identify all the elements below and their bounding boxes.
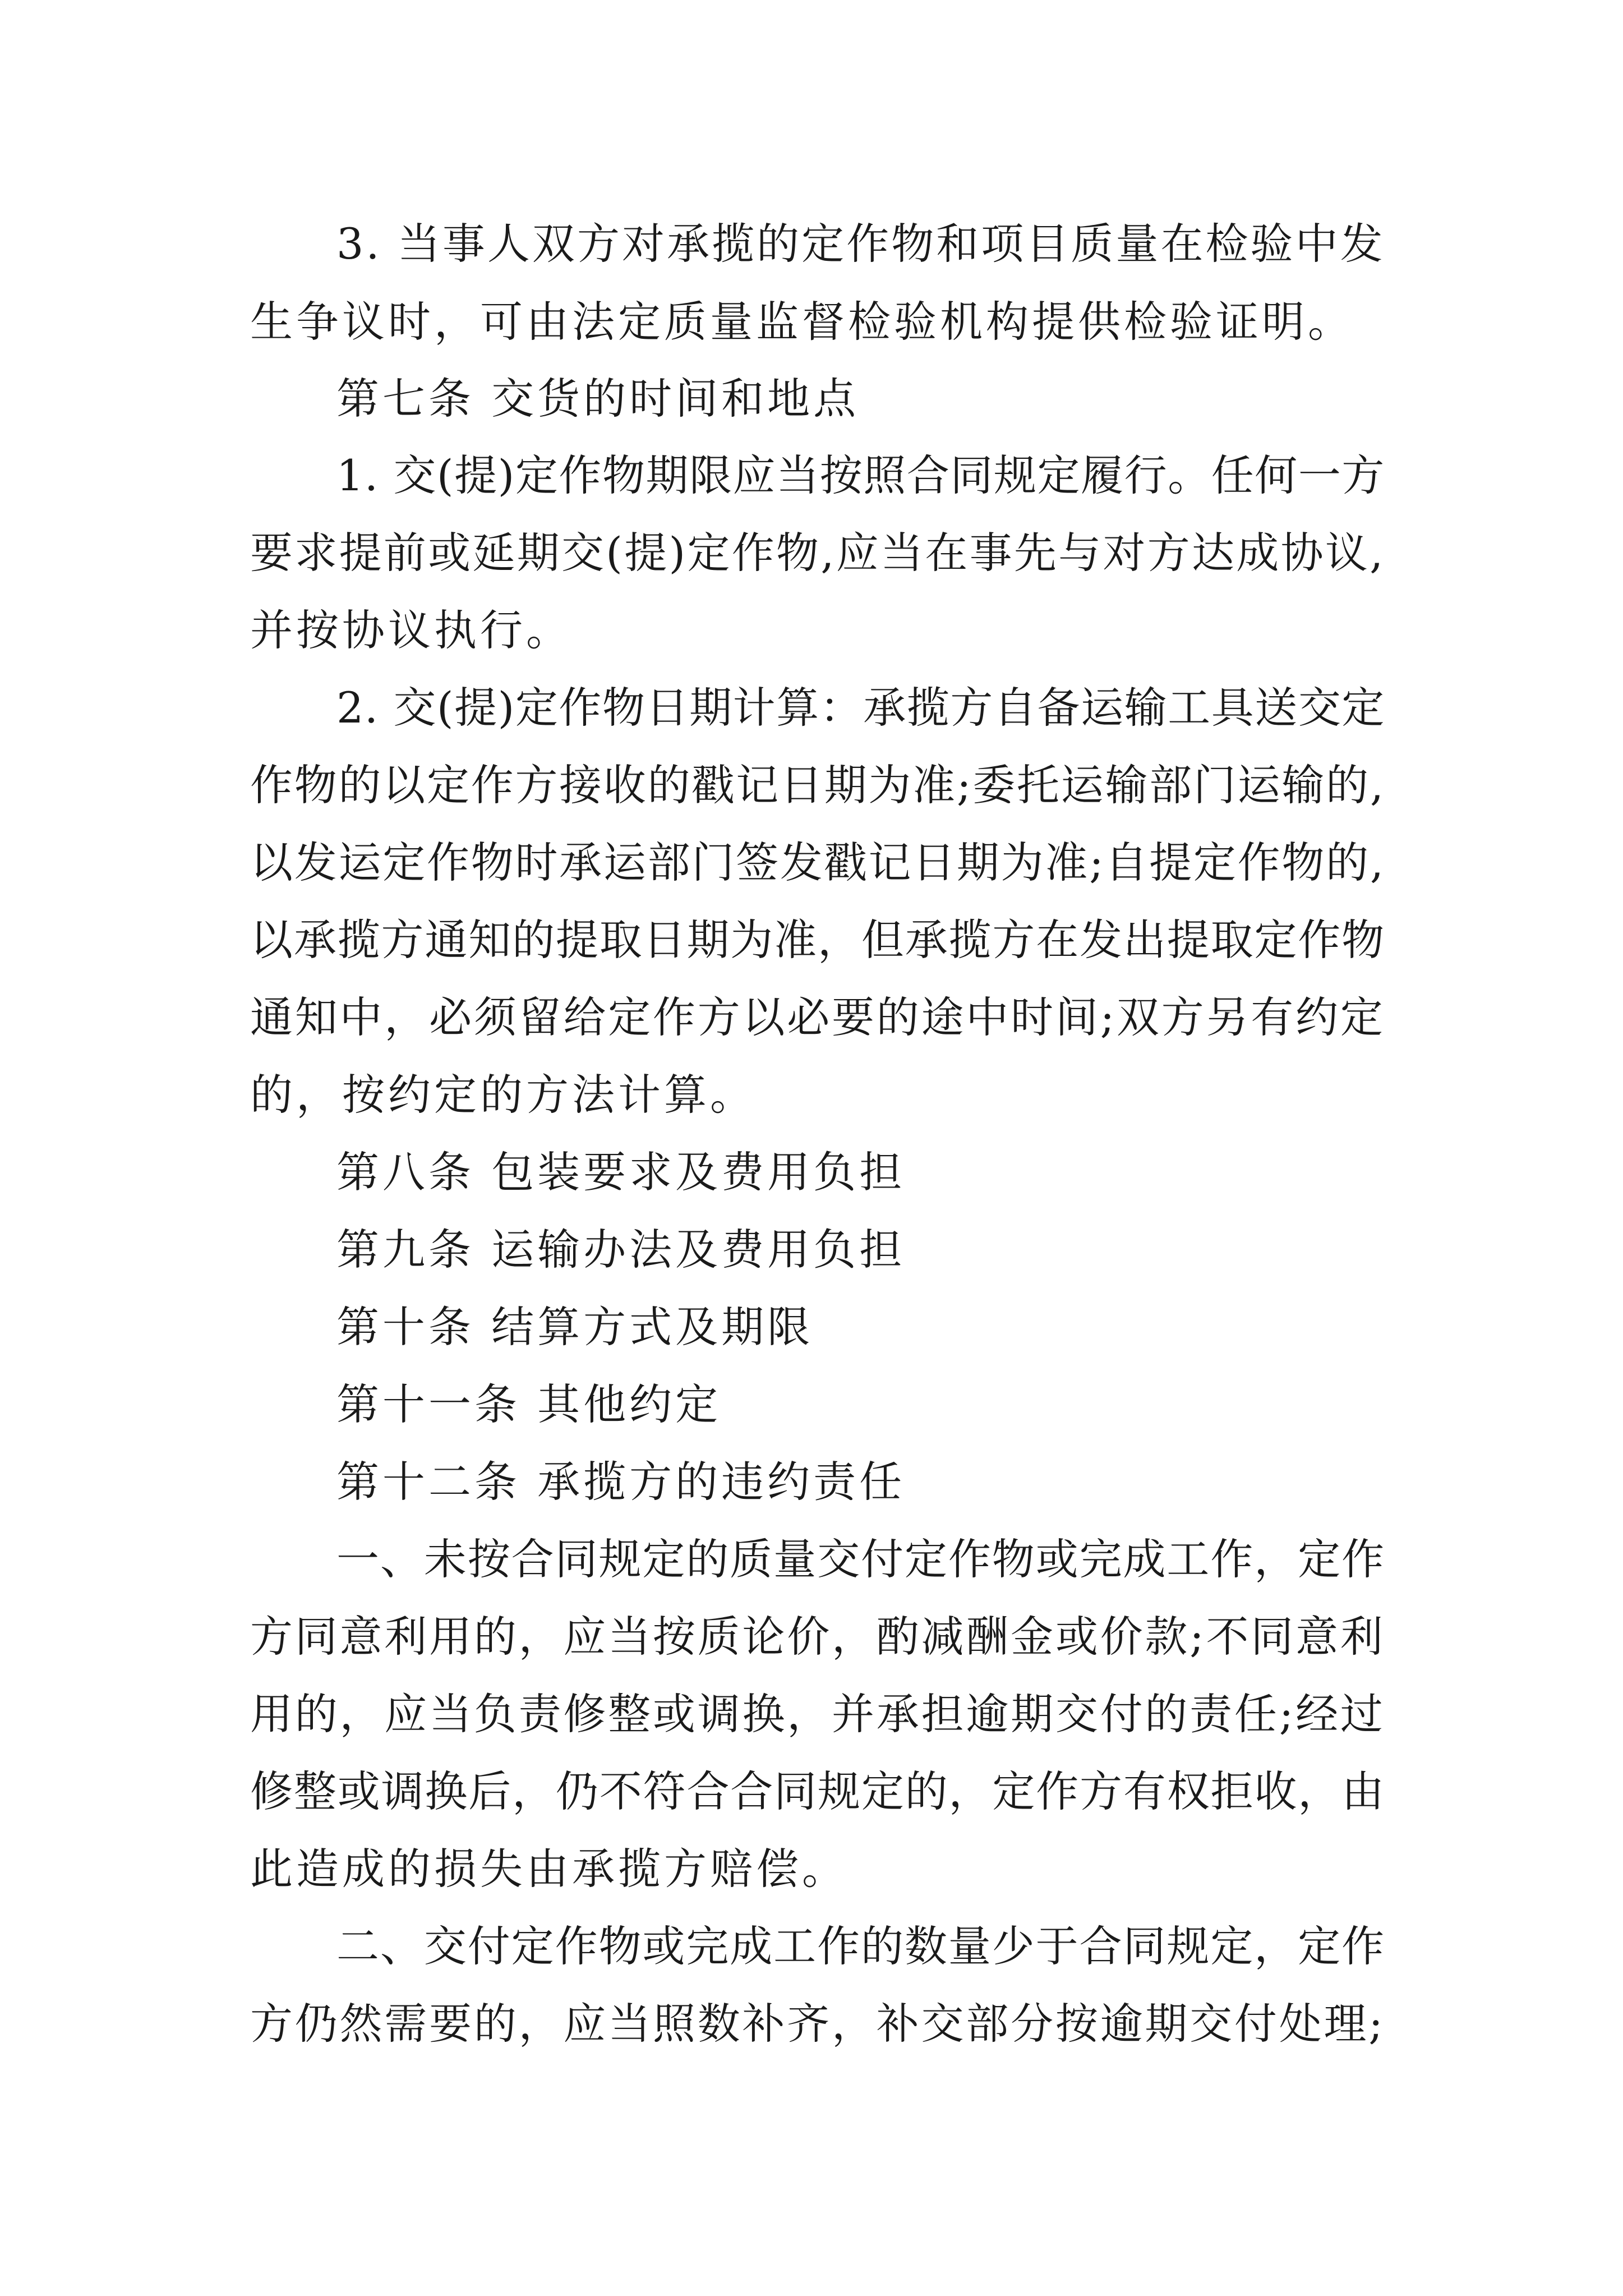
text-line: 要求提前或延期交(提)定作物,应当在事先与对方达成协议, [250, 528, 1385, 578]
text-line: 1. 交(提)定作物期限应当按照合同规定履行。任何一方 [336, 450, 1385, 500]
section-heading: 第八条 包装要求及费用负担 [336, 1147, 906, 1197]
section-heading: 第十二条 承揽方的违约责任 [336, 1457, 906, 1507]
text-line: 作物的以定作方接收的戳记日期为准;委托运输部门运输的, [250, 760, 1385, 810]
text-line: 二、交付定作物或完成工作的数量少于合同规定，定作 [336, 1921, 1385, 1971]
text-line: 修整或调换后，仍不符合合同规定的，定作方有权拒收，由 [250, 1766, 1385, 1816]
text-line: 生争议时，可由法定质量监督检验机构提供检验证明。 [250, 297, 1354, 347]
section-heading: 第九条 运输办法及费用负担 [336, 1225, 906, 1274]
text-line: 以发运定作物时承运部门签发戳记日期为准;自提定作物的, [250, 838, 1385, 887]
text-line: 通知中，必须留给定作方以必要的途中时间;双方另有约定 [250, 992, 1385, 1042]
section-heading: 第十一条 其他约定 [336, 1379, 722, 1429]
text-line: 的，按约定的方法计算。 [250, 1070, 756, 1120]
text-line: 以承揽方通知的提取日期为准，但承揽方在发出提取定作物 [250, 915, 1385, 965]
text-line: 此造成的损失由承揽方赔偿。 [250, 1844, 848, 1894]
text-line: 2. 交(提)定作物日期计算：承揽方自备运输工具送交定 [336, 683, 1385, 733]
text-line: 并按协议执行。 [250, 605, 572, 655]
text-line: 一、未按合同规定的质量交付定作物或完成工作，定作 [336, 1534, 1385, 1584]
text-line: 3. 当事人双方对承揽的定作物和项目质量在检验中发 [336, 219, 1385, 269]
text-line: 用的，应当负责修整或调换，并承担逾期交付的责任;经过 [250, 1689, 1385, 1739]
text-line: 方仍然需要的，应当照数补齐，补交部分按逾期交付处理; [250, 1999, 1385, 2049]
section-heading: 第十条 结算方式及期限 [336, 1302, 814, 1352]
text-line: 方同意利用的，应当按质论价，酌减酬金或价款;不同意利 [250, 1612, 1385, 1662]
section-heading: 第七条 交货的时间和地点 [336, 374, 860, 424]
